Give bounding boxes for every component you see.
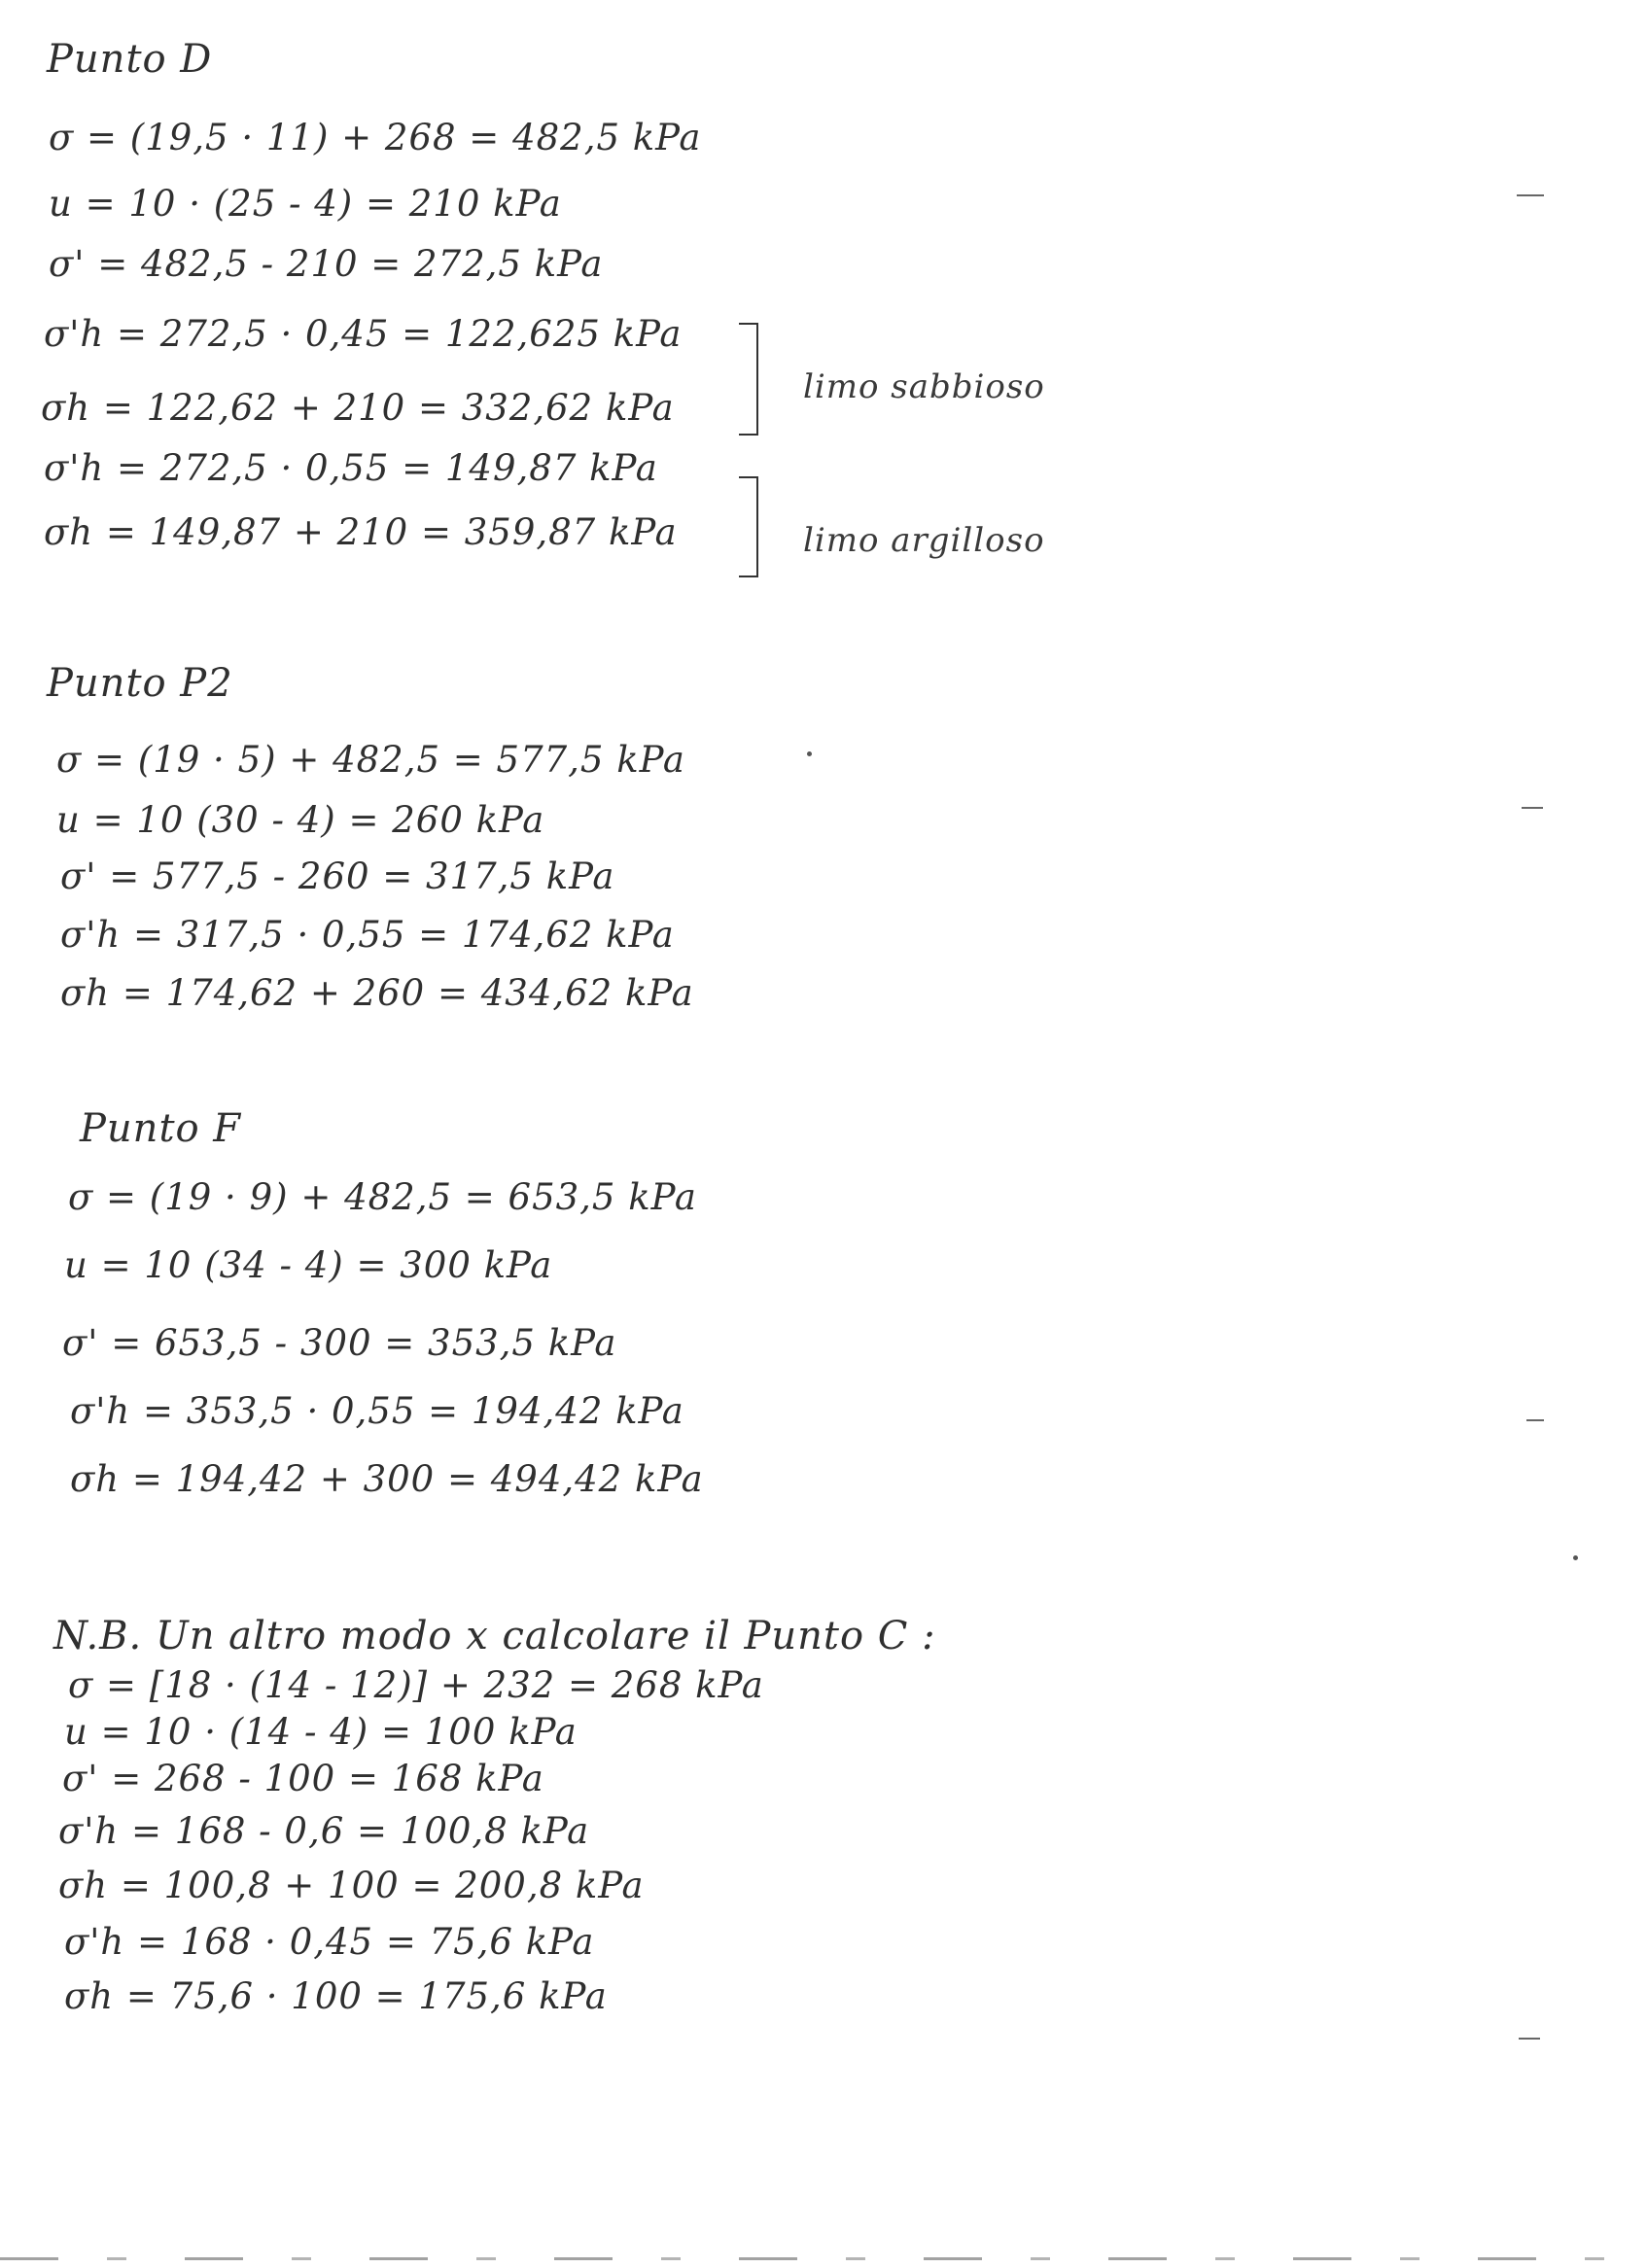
eq-p2-sigma-eff: σ' = 577,5 - 260 = 317,5 kPa: [60, 855, 615, 897]
scan-mark: [1522, 807, 1543, 809]
eq-c-sigma-h-1: σh = 100,8 + 100 = 200,8 kPa: [58, 1865, 645, 1906]
eq-c-sigma-h-2: σh = 75,6 · 100 = 175,6 kPa: [64, 1975, 608, 2017]
bracket-sandy: [739, 323, 758, 436]
eq-d-sigma-h-2: σh = 149,87 + 210 = 359,87 kPa: [44, 511, 678, 553]
note-limo-sabbioso: limo sabbioso: [803, 367, 1045, 406]
eq-c-sigma: σ = [18 · (14 - 12)] + 232 = 268 kPa: [68, 1664, 764, 1706]
eq-d-u: u = 10 · (25 - 4) = 210 kPa: [49, 183, 562, 225]
scan-mark: [1519, 2038, 1540, 2040]
scan-mark: [1526, 1419, 1544, 1421]
scan-speck: [1573, 1555, 1578, 1560]
eq-p2-sigma-h: σh = 174,62 + 260 = 434,62 kPa: [60, 972, 694, 1014]
eq-f-sigma-h-eff: σ'h = 353,5 · 0,55 = 194,42 kPa: [70, 1390, 684, 1432]
eq-f-sigma: σ = (19 · 9) + 482,5 = 653,5 kPa: [68, 1176, 697, 1218]
scan-bottom-edge: [0, 2257, 1647, 2260]
eq-c-sigma-h-eff-2: σ'h = 168 · 0,45 = 75,6 kPa: [64, 1921, 595, 1963]
eq-f-sigma-eff: σ' = 653,5 - 300 = 353,5 kPa: [62, 1322, 617, 1364]
heading-punto-f: Punto F: [80, 1106, 242, 1151]
note-limo-argilloso: limo argilloso: [803, 521, 1045, 560]
eq-p2-u: u = 10 (30 - 4) = 260 kPa: [56, 799, 545, 841]
eq-d-sigma-eff: σ' = 482,5 - 210 = 272,5 kPa: [49, 243, 604, 285]
eq-c-sigma-h-eff-1: σ'h = 168 - 0,6 = 100,8 kPa: [58, 1810, 590, 1852]
bracket-clayey: [739, 476, 758, 577]
heading-punto-d: Punto D: [47, 37, 213, 82]
eq-p2-sigma-h-eff: σ'h = 317,5 · 0,55 = 174,62 kPa: [60, 914, 675, 956]
eq-c-sigma-eff: σ' = 268 - 100 = 168 kPa: [62, 1758, 544, 1799]
eq-d-sigma-h-eff-2: σ'h = 272,5 · 0,55 = 149,87 kPa: [44, 447, 658, 489]
eq-c-u: u = 10 · (14 - 4) = 100 kPa: [64, 1711, 578, 1753]
heading-note-punto-c: N.B. Un altro modo x calcolare il Punto C :: [53, 1614, 936, 1658]
scan-speck: [807, 751, 812, 756]
eq-p2-sigma: σ = (19 · 5) + 482,5 = 577,5 kPa: [56, 739, 685, 781]
eq-d-sigma-h-eff-1: σ'h = 272,5 · 0,45 = 122,625 kPa: [44, 313, 683, 355]
eq-d-sigma: σ = (19,5 · 11) + 268 = 482,5 kPa: [49, 117, 702, 158]
scan-mark: [1517, 194, 1544, 196]
eq-f-sigma-h: σh = 194,42 + 300 = 494,42 kPa: [70, 1458, 704, 1500]
eq-f-u: u = 10 (34 - 4) = 300 kPa: [64, 1244, 553, 1286]
heading-punto-p2: Punto P2: [47, 661, 233, 706]
eq-d-sigma-h-1: σh = 122,62 + 210 = 332,62 kPa: [41, 387, 675, 429]
